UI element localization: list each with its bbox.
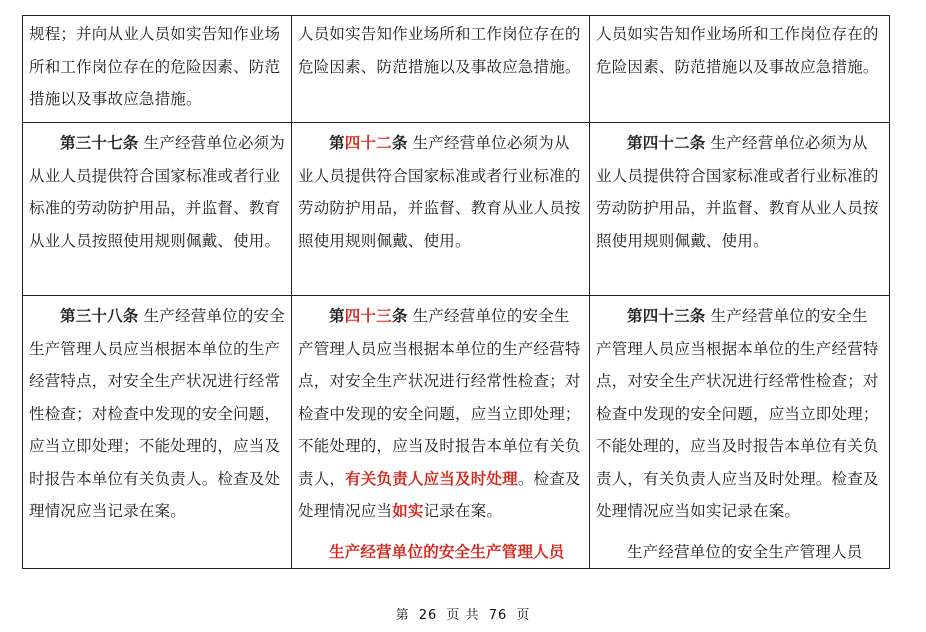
footer-middle: 页 共 — [446, 608, 480, 623]
table-cell-draft — [292, 296, 590, 569]
cell-text: 生产经营单位的安全生产管理人员应当根据本单位的生产经营特点，对安全生产状况进行经常性检查；对检查中发现的安全问题，应当立即处理；不能处理的，应当及时报告本单位有关负责人，有关负责人应当及时处理。检查及处理情况应当如实记录在案。 — [596, 307, 879, 520]
added-text-highlight: 有关负责人应当及时处理 — [345, 469, 518, 488]
article-number-changed: 四十二 — [344, 134, 392, 152]
cell-text: 规程；并向从业人员如实告知作业场所和工作岗位存在的危险因素、防范措施以及事故应急措施。 — [29, 25, 281, 108]
page-number: 26 — [418, 608, 438, 623]
article-label: 第四十二条 — [627, 134, 706, 152]
table-cell-old — [23, 296, 292, 569]
article-label-suffix: 条 — [391, 134, 408, 152]
cell-text: 记录在案。 — [423, 502, 503, 520]
cell-text: 生产经营单位的安全生产管理人员应当根据本单位的生产经营特点，对安全生产状况进行经常性检查；对检查中发现的安全问题，应当立即处理；不能处理的，应当及时报告本单位有关负责人。检查及处理情况应当记录在案。 — [29, 307, 285, 520]
cell-text: 人员如实告知作业场所和工作岗位存在的危险因素、防范措施以及事故应急措施。 — [298, 25, 581, 76]
table-row — [23, 123, 890, 296]
article-label-suffix: 条 — [391, 307, 408, 325]
cell-paragraph — [29, 127, 285, 257]
continued-paragraph-added: 生产经营单位的安全生产管理人员 — [329, 542, 565, 561]
page-footer — [0, 604, 926, 623]
footer-prefix: 第 — [395, 608, 410, 623]
table-cell-old — [23, 16, 292, 123]
cell-text: 生产经营单位必须为从业人员提供符合国家标准或者行业标准的劳动防护用品，并监督、教育从业人员按照使用规则佩戴、使用。 — [596, 134, 879, 250]
law-comparison-table — [22, 15, 890, 569]
continued-paragraph: 生产经营单位的安全生产管理人员 — [627, 542, 863, 561]
article-label-prefix: 第 — [329, 307, 345, 325]
table-cell-draft — [292, 16, 590, 123]
table-row — [23, 16, 890, 123]
table-row — [23, 296, 890, 569]
cell-paragraph — [298, 300, 583, 528]
cell-text: 人员如实告知作业场所和工作岗位存在的危险因素、防范措施以及事故应急措施。 — [596, 25, 879, 76]
table-cell-new — [590, 296, 890, 569]
cell-paragraph — [596, 300, 883, 528]
article-label: 第四十三条 — [627, 307, 706, 325]
article-number-changed: 四十三 — [344, 307, 392, 325]
table-cell-new — [590, 16, 890, 123]
article-label: 第三十七条 — [60, 134, 139, 152]
cell-text: 生产经营单位必须为从业人员提供符合国家标准或者行业标准的劳动防护用品，并监督、教育从业人员按照使用规则佩戴、使用。 — [298, 134, 581, 250]
cell-text: 生产经营单位必须为从业人员提供符合国家标准或者行业标准的劳动防护用品，并监督、教育从业人员按照使用规则佩戴、使用。 — [29, 134, 285, 250]
total-pages: 76 — [488, 608, 508, 623]
table-cell-new — [590, 123, 890, 296]
cell-text: 。检查及处理情况应当 — [298, 469, 581, 520]
cell-paragraph — [29, 300, 285, 528]
article-label: 第三十八条 — [60, 307, 139, 325]
table-cell-old — [23, 123, 292, 296]
added-text-highlight: 如实 — [392, 502, 424, 520]
cell-paragraph — [596, 127, 883, 257]
footer-suffix: 页 — [516, 608, 531, 623]
table-cell-draft — [292, 123, 590, 296]
cell-text: 生产经营单位的安全生产管理人员应当根据本单位的生产经营特点，对安全生产状况进行经常性检查；对检查中发现的安全问题，应当立即处理；不能处理的，应当及时报告本单位有关负责人， — [298, 307, 581, 488]
cell-paragraph — [298, 127, 583, 257]
article-label-prefix: 第 — [329, 134, 345, 152]
